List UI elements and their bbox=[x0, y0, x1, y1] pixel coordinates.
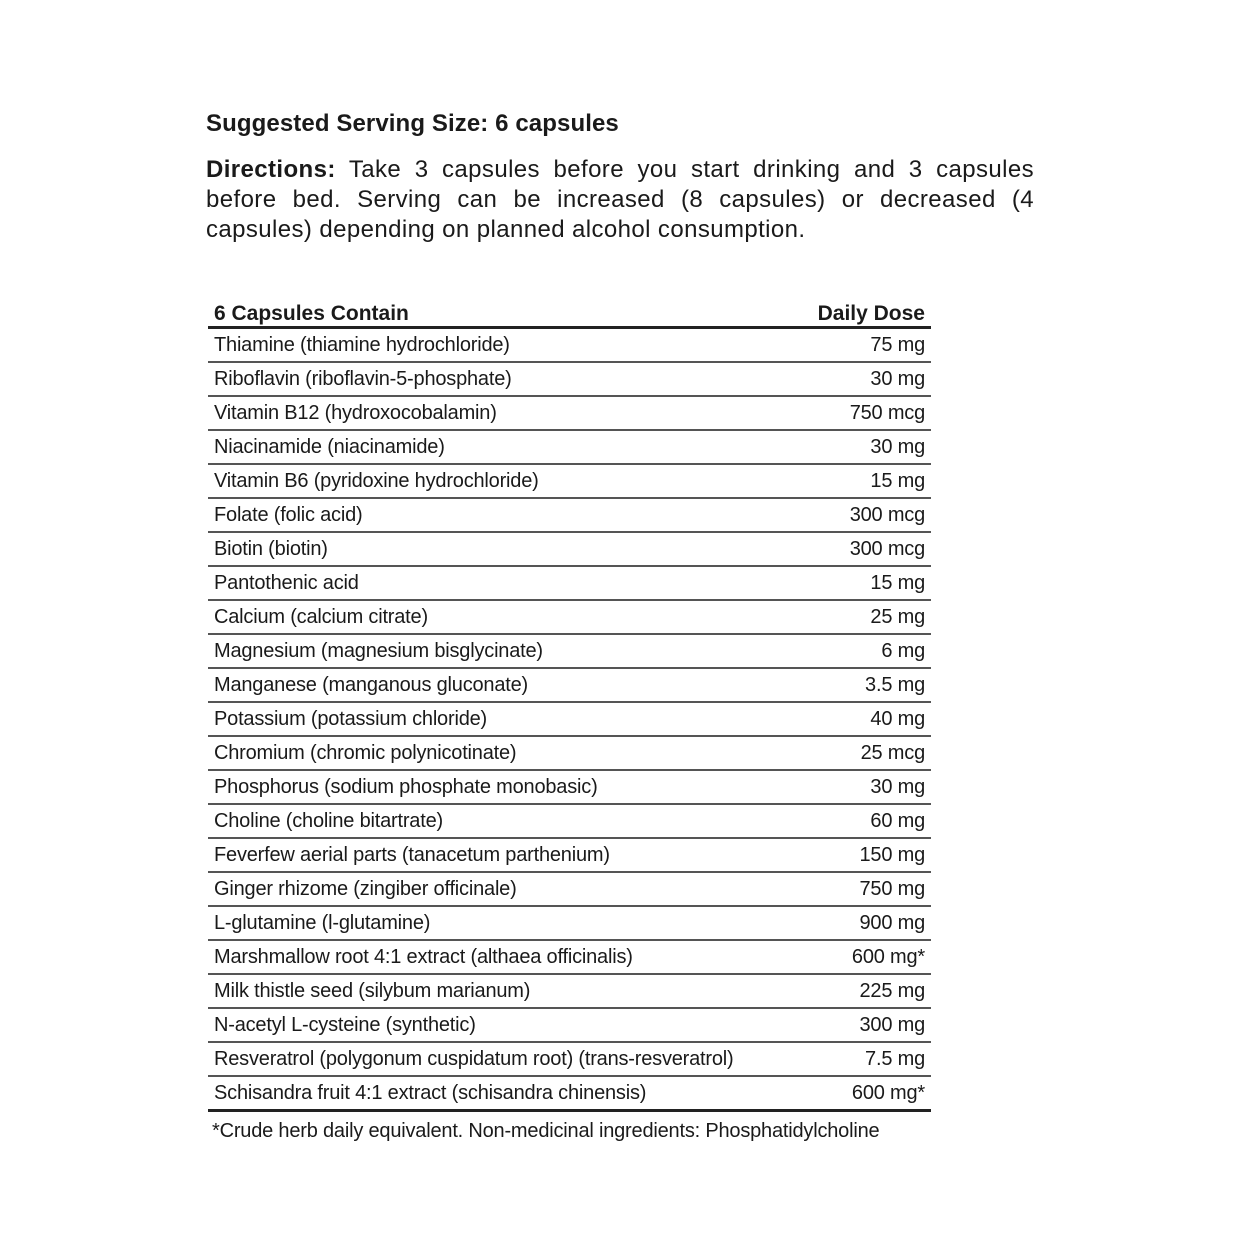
ingredient-dose: 25 mg bbox=[870, 605, 925, 628]
ingredient-dose: 60 mg bbox=[870, 809, 925, 832]
table-row bbox=[208, 533, 931, 567]
ingredient-dose: 3.5 mg bbox=[865, 673, 925, 696]
table-row bbox=[208, 363, 931, 397]
ingredient-name: Choline (choline bitartrate) bbox=[214, 809, 443, 832]
ingredient-name: Thiamine (thiamine hydrochloride) bbox=[214, 333, 510, 356]
ingredient-dose: 150 mg bbox=[859, 843, 925, 866]
ingredient-name: Marshmallow root 4:1 extract (althaea officinalis) bbox=[214, 945, 633, 968]
table-header bbox=[208, 296, 931, 329]
ingredient-dose: 600 mg* bbox=[851, 1081, 925, 1104]
ingredient-name: Phosphorus (sodium phosphate monobasic) bbox=[214, 775, 598, 798]
ingredient-dose: 300 mcg bbox=[849, 503, 925, 526]
directions-paragraph bbox=[206, 155, 1034, 245]
table-row bbox=[208, 601, 931, 635]
ingredient-dose: 300 mcg bbox=[849, 537, 925, 560]
table-row bbox=[208, 1043, 931, 1077]
table-row bbox=[208, 703, 931, 737]
table-row bbox=[208, 669, 931, 703]
table-row bbox=[208, 1009, 931, 1043]
table-row bbox=[208, 1077, 931, 1112]
ingredient-name: Magnesium (magnesium bisglycinate) bbox=[214, 639, 543, 662]
ingredient-name: N-acetyl L-cysteine (synthetic) bbox=[214, 1013, 476, 1036]
table-row bbox=[208, 839, 931, 873]
ingredient-dose: 30 mg bbox=[870, 367, 925, 390]
ingredient-name: Manganese (manganous gluconate) bbox=[214, 673, 529, 696]
ingredient-name: Folate (folic acid) bbox=[214, 503, 363, 526]
ingredient-dose: 30 mg bbox=[870, 435, 925, 458]
ingredient-name: Vitamin B12 (hydroxocobalamin) bbox=[214, 401, 497, 424]
ingredient-dose: 750 mcg bbox=[849, 401, 925, 424]
directions-label: Directions: bbox=[206, 156, 336, 183]
serving-size-heading: Suggested Serving Size: 6 capsules bbox=[206, 110, 619, 137]
ingredient-name: Schisandra fruit 4:1 extract (schisandra chinensis) bbox=[214, 1081, 647, 1104]
ingredient-name: Ginger rhizome (zingiber officinale) bbox=[214, 877, 517, 900]
table-row bbox=[208, 737, 931, 771]
table-row bbox=[208, 771, 931, 805]
ingredient-name: Niacinamide (niacinamide) bbox=[214, 435, 445, 458]
table-body bbox=[208, 329, 931, 1112]
table-row bbox=[208, 873, 931, 907]
footnote: *Crude herb daily equivalent. Non-medicinal ingredients: Phosphatidylcholine bbox=[212, 1120, 880, 1142]
table-row bbox=[208, 465, 931, 499]
table-row bbox=[208, 431, 931, 465]
ingredient-name: L-glutamine (l-glutamine) bbox=[214, 911, 431, 934]
supplement-facts-table bbox=[208, 296, 931, 1112]
table-row bbox=[208, 635, 931, 669]
ingredient-name: Pantothenic acid bbox=[214, 571, 359, 594]
table-row bbox=[208, 329, 931, 363]
ingredient-name: Biotin (biotin) bbox=[214, 537, 328, 560]
ingredient-dose: 15 mg bbox=[870, 571, 925, 594]
table-row bbox=[208, 941, 931, 975]
ingredient-dose: 30 mg bbox=[870, 775, 925, 798]
ingredient-dose: 600 mg* bbox=[851, 945, 925, 968]
ingredient-dose: 6 mg bbox=[881, 639, 925, 662]
table-row bbox=[208, 907, 931, 941]
table-row bbox=[208, 567, 931, 601]
ingredient-dose: 900 mg bbox=[859, 911, 925, 934]
directions-text: Take 3 capsules before you start drinking and 3 capsules before bed. Serving can be increased (8 capsules) or decreased (4 capsules) depending on planned alcohol consumption. bbox=[206, 156, 1034, 243]
table-row bbox=[208, 975, 931, 1009]
ingredient-name: Feverfew aerial parts (tanacetum parthenium) bbox=[214, 843, 610, 866]
table-row bbox=[208, 397, 931, 431]
ingredient-name: Milk thistle seed (silybum marianum) bbox=[214, 979, 531, 1002]
ingredient-dose: 750 mg bbox=[859, 877, 925, 900]
table-row bbox=[208, 805, 931, 839]
header-daily-dose: Daily Dose bbox=[817, 302, 925, 325]
ingredient-dose: 7.5 mg bbox=[865, 1047, 925, 1070]
ingredient-dose: 15 mg bbox=[870, 469, 925, 492]
ingredient-dose: 300 mg bbox=[859, 1013, 925, 1036]
ingredient-name: Vitamin B6 (pyridoxine hydrochloride) bbox=[214, 469, 539, 492]
header-ingredient: 6 Capsules Contain bbox=[214, 302, 409, 325]
ingredient-dose: 75 mg bbox=[870, 333, 925, 356]
table-row bbox=[208, 499, 931, 533]
ingredient-dose: 25 mcg bbox=[860, 741, 925, 764]
ingredient-name: Chromium (chromic polynicotinate) bbox=[214, 741, 517, 764]
ingredient-dose: 40 mg bbox=[870, 707, 925, 730]
ingredient-name: Riboflavin (riboflavin-5-phosphate) bbox=[214, 367, 512, 390]
ingredient-name: Resveratrol (polygonum cuspidatum root) (trans-resveratrol) bbox=[214, 1047, 734, 1070]
ingredient-name: Calcium (calcium citrate) bbox=[214, 605, 428, 628]
ingredient-dose: 225 mg bbox=[859, 979, 925, 1002]
ingredient-name: Potassium (potassium chloride) bbox=[214, 707, 487, 730]
